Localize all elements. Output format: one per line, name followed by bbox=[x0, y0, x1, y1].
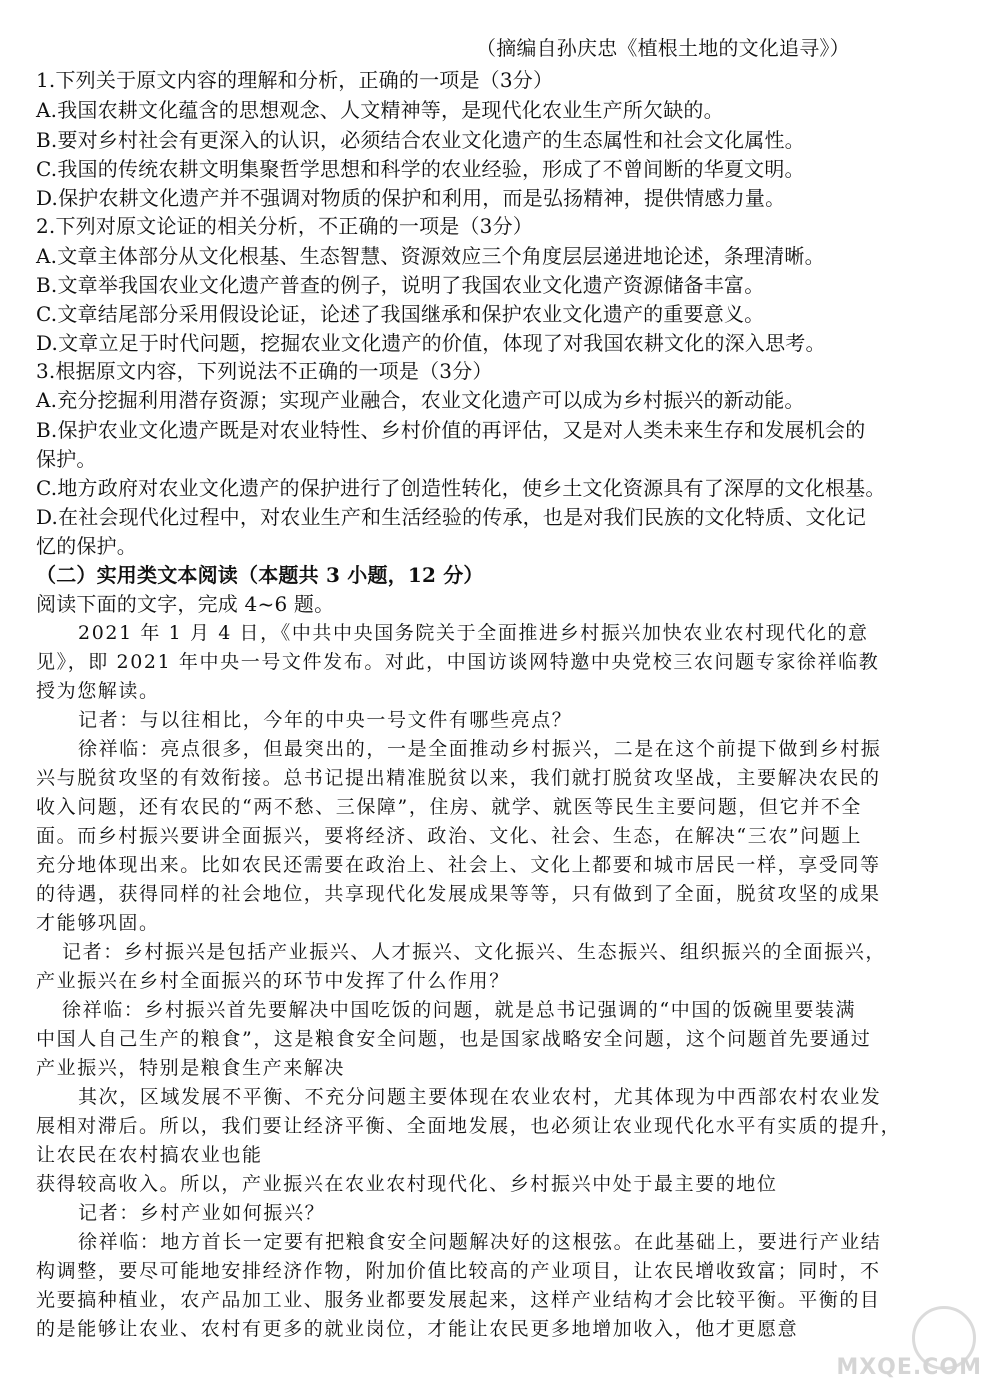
article-line: 收入问题，还有农民的“两不愁、三保障”，住房、就学、就医等民生主要问题，但它并不全 bbox=[36, 796, 863, 818]
article-line: 让农民在农村搞农业也能 bbox=[36, 1144, 263, 1166]
article-line: 产业振兴在乡村全面振兴的环节中发挥了什么作用？ bbox=[36, 970, 510, 992]
question-1-option-b: B.要对乡村社会有更深入的认识，必须结合农业文化遗产的生态属性和社会文化属性。 bbox=[36, 128, 805, 152]
article-line: 中国人自己生产的粮食”，这是粮食安全问题，也是国家战略安全问题，这个问题首先要通过 bbox=[36, 1028, 872, 1050]
question-2-option-a: A.文章主体部分从文化根基、生态智慧、资源效应三个角度层层递进地论述，条理清晰。 bbox=[36, 244, 825, 268]
article-line: 2021 年 1 月 4 日，《中共中央国务院关于全面推进乡村振兴加快农业农村现代化的意 bbox=[78, 622, 869, 644]
question-3-option-c: C.地方政府对农业文化遗产的保护进行了创造性转化，使乡土文化资源具有了深厚的文化根基。 bbox=[36, 476, 886, 500]
article-line: 的待遇，获得同样的社会地位，共享现代化发展成果等等，只有做到了全面，脱贫攻坚的成果 bbox=[36, 883, 881, 905]
question-3-option-d: D.在社会现代化过程中，对农业生产和生活经验的传承，也是对我们民族的文化特质、文化记 bbox=[36, 505, 867, 529]
question-3-option-a: A.充分挖掘利用潜存资源；实现产业融合，农业文化遗产可以成为乡村振兴的新动能。 bbox=[36, 388, 805, 412]
article-line: 的是能够让农业、农村有更多的就业岗位，才能让农民更多地增加收入，他才更愿意 bbox=[36, 1318, 799, 1340]
question-1-option-a: A.我国农耕文化蕴含的思想观念、人文精神等，是现代化农业生产所欠缺的。 bbox=[36, 98, 724, 122]
section-2-heading: （二）实用类文本阅读（本题共 3 小题，12 分） bbox=[36, 563, 484, 587]
article-line: 兴与脱贫攻坚的有效衔接。总书记提出精准脱贫以来，我们就打脱贫攻坚战，主要解决农民的 bbox=[36, 767, 881, 789]
article-line: 获得较高收入。所以，产业振兴在农业农村现代化、乡村振兴中处于最主要的地位 bbox=[36, 1173, 778, 1195]
question-3-stem: 3.根据原文内容，下列说法不正确的一项是（3分） bbox=[36, 359, 493, 383]
article-line: 光要搞种植业，农产品加工业、服务业都要发展起来，这样产业结构才会比较平衡。平衡的目 bbox=[36, 1289, 881, 1311]
question-3-option-b-cont: 保护。 bbox=[36, 447, 97, 471]
article-line: 构调整，要尽可能地安排经济作物，附加价值比较高的产业项目，让农民增收致富；同时，不 bbox=[36, 1260, 881, 1282]
source-citation: （摘编自孙庆忠《植根土地的文化追寻》） bbox=[476, 36, 850, 60]
question-2-option-c: C.文章结尾部分采用假设论证，论述了我国继承和保护农业文化遗产的重要意义。 bbox=[36, 302, 765, 326]
watermark-text: MXQE.COM bbox=[836, 1355, 982, 1380]
article-line: 记者：与以往相比，今年的中央一号文件有哪些亮点？ bbox=[78, 709, 573, 731]
question-1-stem: 1.下列关于原文内容的理解和分析，正确的一项是（3分） bbox=[36, 68, 554, 92]
section-2-instruction: 阅读下面的文字，完成 4~6 题。 bbox=[36, 592, 335, 616]
question-1-option-c: C.我国的传统农耕文明集聚哲学思想和科学的农业经验，形成了不曾间断的华夏文明。 bbox=[36, 157, 805, 181]
question-2-option-b: B.文章举我国农业文化遗产普查的例子，说明了我国农业文化遗产资源储备丰富。 bbox=[36, 273, 765, 297]
article-line: 徐祥临：亮点很多，但最突出的，一是全面推动乡村振兴，二是在这个前提下做到乡村振 bbox=[78, 738, 882, 760]
question-3-option-b: B.保护农业文化遗产既是对农业特性、乡村价值的再评估，又是对人类未来生存和发展机会的 bbox=[36, 418, 866, 442]
article-line: 记者：乡村产业如何振兴？ bbox=[78, 1202, 326, 1224]
article-line: 授为您解读。 bbox=[36, 680, 160, 702]
article-line: 面。而乡村振兴要讲全面振兴，要将经济、政治、文化、社会、生态，在解决“三农”问题上 bbox=[36, 825, 863, 847]
article-line: 见》，即 2021 年中央一号文件发布。对此，中国访谈网特邀中央党校三农问题专家徐祥临教 bbox=[36, 651, 880, 673]
watermark-logo bbox=[836, 1306, 982, 1380]
question-3-option-d-cont: 忆的保护。 bbox=[36, 534, 137, 558]
article-line: 徐祥临：地方首长一定要有把粮食安全问题解决好的这根弦。在此基础上，要进行产业结 bbox=[78, 1231, 882, 1253]
article-line: 才能够巩固。 bbox=[36, 912, 160, 934]
question-2-option-d: D.文章立足于时代问题，挖掘农业文化遗产的价值，体现了对我国农耕文化的深入思考。 bbox=[36, 331, 826, 355]
article-line: 产业振兴，特别是粮食生产来解决 bbox=[36, 1057, 346, 1079]
question-2-stem: 2.下列对原文论证的相关分析，不正确的一项是（3分） bbox=[36, 214, 534, 238]
article-line: 记者：乡村振兴是包括产业振兴、人才振兴、文化振兴、生态振兴、组织振兴的全面振兴， bbox=[62, 941, 887, 963]
article-line: 充分地体现出来。比如农民还需要在政治上、社会上、文化上都要和城市居民一样，享受同等 bbox=[36, 854, 881, 876]
article-line: 其次，区域发展不平衡、不充分问题主要体现在农业农村，尤其体现为中西部农村农业发 bbox=[78, 1086, 882, 1108]
question-1-option-d: D.保护农耕文化遗产并不强调对物质的保护和利用，而是弘扬精神，提供情感力量。 bbox=[36, 186, 786, 210]
article-line: 展相对滞后。所以，我们要让经济平衡、全面地发展，也必须让农业现代化水平有实质的提升， bbox=[36, 1115, 902, 1137]
article-line: 徐祥临：乡村振兴首先要解决中国吃饭的问题，就是总书记强调的“中国的饭碗里要装满 bbox=[62, 999, 857, 1021]
